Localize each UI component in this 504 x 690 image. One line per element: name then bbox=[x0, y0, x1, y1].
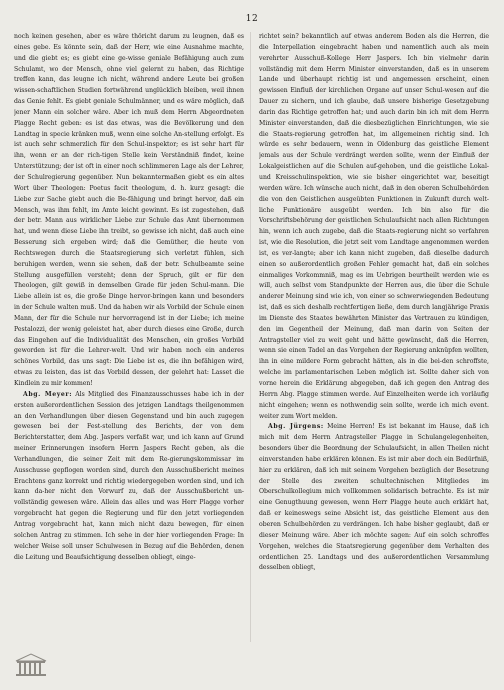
speaker-meyer: Abg. Meyer: bbox=[23, 390, 73, 398]
left-paragraph-2 bbox=[14, 390, 244, 564]
left-paragraph-1: noch keinen gesehen, aber es wäre thöricht darum zu leugnen, daß es eines gebe. Es könnte sein, daß der Herr, wie eine Ausnahme machte, und die giebt es; es giebt eine ge-wisse geniale Befähigung auch zum Schulamt, wo der Mensch, ohne viel gelernt zu haben, das Richtige treffen kann, das leugne ich nicht, während andere Leute bei großen wissen-schaftlichen Studien fortwährend unglücklich bleiben, weil ihnen das Genie fehlt. Es giebt geniale Schulmänner, und es wäre möglich, daß jener Mann ein solcher wäre. Aber ich muß dem Herrn Abgeordneten Plagge Recht geben: es ist das etwas, was die Bevölkerung und den Landtag in specie kränken muß, wenn eine solche An-stellung erfolgt. Es ist auch sehr schmerzlich für den Schul-inspektor; es ist sehr hart für ihn, wenn er an der rich-tigen Stelle kein Verständniß findet, keine Unterstützung; der ist oft in einer noch schlimmeren Lage als der Lehrer, der Schulregierung gegenüber. Nun bekanntermaßen giebt es ein altes Wort über Theologen: Poetus facit theologum, d. h. kurz gesagt: die Liebe zur Sache giebt auch die Be-fähigung und bringt hervor, daß ein Mensch, was ihm fehlt, im Amte leicht gewinnt. Es ist zugestehen, daß der betr. Mann aus wirklicher Liebe zur Schule das Amt übernommen hat, und wenn diese Liebe ihn treibt, so gewisse ich nicht, daß auch eine Besserung sich ergeben wird; daß die Gemüther, die heute von Rechtswegen durch die Staatsregierung sich verletzt fühlen, sich beruhigen werden, wenn sie sehen, daß der betr. Schulbeamte seine Stellung ausgefüllen versteht; denn der Spruch, gilt er für den Theologen, gilt gewiß in demselben Grade für jeden Schul-mann. Die Liebe allein ist es, die große Dinge hervor-bringen kann und besonders in der Schule walten muß. Und da haben wir als Vorbild der Schule einen Mann, der für die Schule nur hervorragend ist in der Liebe; ich meine Pestalozzi, der wenig geleistet hat, aber durch dieses eine Große, durch das Eingehen auf die Individualität des Menschen, ein großes Vorbild geworden ist für die Lehrer-welt. Und wir haben noch ein anderes schönes Vorbild, das uns sagt: Die Liebe ist es, die ihn befähigen wird, etwas zu leisten, das ist das Vorbild dessen, der gelehrt hat: Lasset die Kindlein zu mir kommen! bbox=[14, 33, 244, 387]
right-paragraph-2 bbox=[259, 422, 489, 574]
right-paragraph-2-text: Meine Herren! Es ist bekannt im Hause, daß ich mich mit dem Herrn Antragsteller Plagge in Schulangelegenheiten, besonders über die Beordnung der Schulaufsicht, in allen Theilen nicht einverstanden habe erklären können. Es ist mir aber doch ein Bedürfniß, hier zu erklären, daß ich mit seinem Vorgehen bezüglich der Besetzung der Stelle des zweiten schultechnischen Mitgliedes im Oberschulkollegium mich vollkommen solidarisch betrachte. Es ist mir eine Genugthuung gewesen, wenn Herr Plagge heute auch erklärt hat, daß er keineswegs seine Absicht ist, das geistliche Element aus den oberen Schulbehörden zu verdrängen. Ich habe bisher geglaubt, daß er dieser Meinung wäre. Aber ich möchte sagen: Auf ein solch schroffes Vorgehen, welches die Staatsregierung gegenüber dem Verhalten des ordentlichen 25. Landtags und des außerordentlichen Versammlung desselben obliegt, bbox=[259, 423, 489, 572]
right-column bbox=[259, 32, 489, 642]
page-number: 12 bbox=[245, 14, 259, 24]
right-paragraph-1: richtet sein? bekanntlich auf etwas anderem Boden als die Herren, die die Interpellation eingebracht haben und namentlich auch als mein verehrter Ausschuß-Kollege Herr Jaspers. Ich bin vielmehr darin vollständig mit dem Herrn Minister einverstanden, daß es in unserem Lande und überhaupt richtig ist und angemessen erscheint, einen gewissen Einfluß der kirchlichen Organe auf unser Schul-wesen auf die Dauer zu sichern, und ich glaube, daß unsere bisherige Gesetzgebung darin das Richtige getroffen hat; und auch darin bin ich mit dem Herrn Minister einverstanden, daß die diesbezüglichen Einrichtungen, wie sie die Staats-regierung getroffen hat, im allgemeinen richtig sind. Ich würde es sehr bedauern, wenn in Oldenburg das geistliche Element jemals aus der Schule verdrängt werden sollte, wenn der Einfluß der Lokalgeistlichen auf die Schulen auf-gehoben, und die geistliche Lokal- und Kreisschulinspektion, wie sie bisher eingerichtet war, beseitigt werden wäre. Ich wünsche auch nicht, daß in den oberen Schulbehörden die von den Geistlichen ausgeübten Funktionen in Zukunft durch welt-liche Funktionäre ausgeübt werden. Ich bin also für die Vorschriftsbehörung der geistlichen Schulaufsicht nach allen Richtungen hin, wenn ich auch zugebe, daß die Staats-regierung nicht so verfahren ist, wie die Resolution, die jetzt seit vom Landtage angenommen werden ist, es ver-langte; aber ich kann nicht zugeben, daß dieselbe dadurch einen so außerordentlich großen Fehler gemacht hat, daß ein solches einmaliges Vorkommniß, mag es im Uebrigen beurtheilt werden wie es will, auch selbst vom Standpunkte der Herren aus, die über die Schule anderer Meinung sind wie ich, von einer so schwerwiegenden Bedeutung ist, daß es sich deshalb rechtfertigen ließe, dem durch langjährige Praxis im Dienste des Staates bewährten Minister das Vertrauen zu kündigen, den im Gegentheil der Meinung, daß man darin von Seiten der Antragsteller viel zu weit geht und hätte gewünscht, daß die Herren, wenn sie einen Tadel an das Vorgehen der Regierung anknüpfen wollten, ihn in eine mildere Form gebracht hätten, als in die bei-den schroffste, welche im parlamentarischen Leben möglich ist. Sollte daher sich von vorne herein die Erklärung abgegeben, daß ich gegen den Antrag des Herrn Abg. Plagge stimmen werde. Auf Einzelheiten werde ich vorläufig nicht eingehen; wenn es nothwendig sein sollte, werde ich mich event. weiter zum Wort melden. bbox=[259, 33, 489, 420]
left-paragraph-2-text: Als Mitglied des Finanzausschusses habe ich in der ersten außerordentlichen Session des jetzigen Landtags theilgenommen an den Verhandlungen über diesen Gegenstand und bin auch zugegen gewesen bei der Fest-stellung des Berichts, der von dem Berichterstatter, dem Abg. Jaspers verfaßt war, und ich kann auf Grund meiner Erinnerungen insofern Herrn Jaspers Recht geben, als die Verhandlungen, die seiner Zeit mit dem Re-gierungskommissar im Ausschusse gepflogen worden sind, durch den Ausschußbericht meines Erachtens ganz korrekt und richtig wiedergegeben worden sind, und ich kann da-her nicht den Vorwurf zu, daß der Ausschußbericht un-vollständig gewesen wäre. Allein das alles und was Herr Plagge vorher vorgebracht hat gegen die Regierung und für den jetzt vorliegenden Antrag vorgebracht hat, kann mich nicht dazu bewegen, für einen solchen Antrag zu stimmen. Ich sehe in der hier vorliegenden Frage: In welcher Weise soll unser Schulwesen in Bezug auf die Behörden, denen die Leitung und Beaufsichtigung desselben obliegt, einge- bbox=[14, 390, 244, 561]
library-building-logo bbox=[14, 652, 48, 678]
speaker-juergens: Abg. Jürgens: bbox=[268, 423, 324, 431]
left-column bbox=[14, 32, 244, 642]
column-divider bbox=[250, 32, 251, 642]
